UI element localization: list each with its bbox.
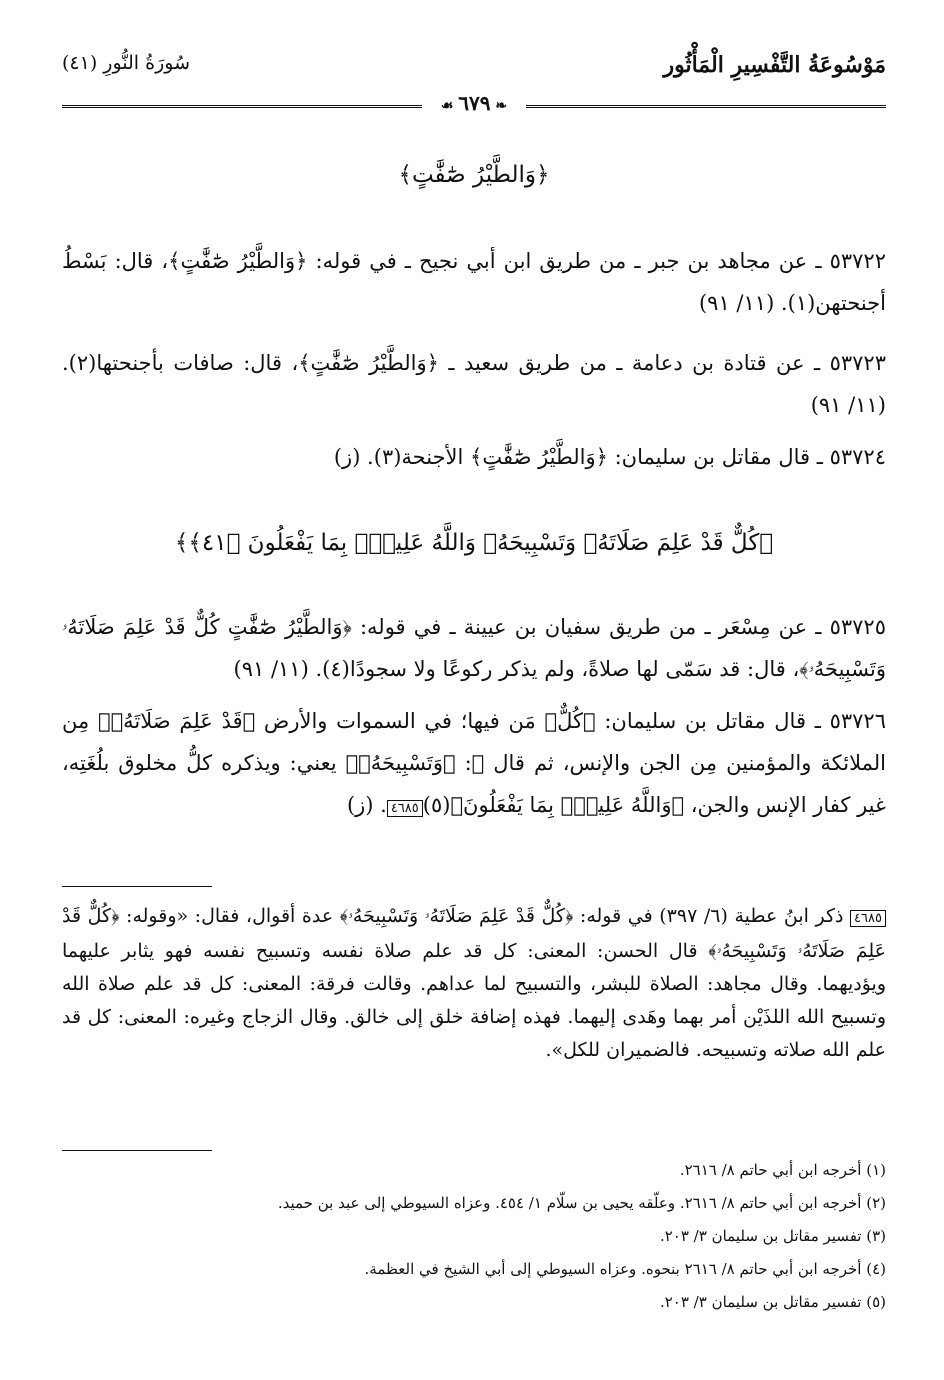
header-rule xyxy=(62,91,886,116)
footnote-separator xyxy=(62,1150,212,1151)
page-number-text: ٦٧٩ xyxy=(458,91,491,115)
commentary-text: ذكر ابنُ عطية (٦/ ٣٩٧) في قوله: ﴿كُلٌّ قَدْ عَلِمَ صَلَاتَهُۥ وَتَسْبِيحَهُۥ﴾ عدة أقوال، فقال: «وقوله: ﴿كُلٌّ قَدْ عَلِمَ صَلَاتَهُۥ وَتَسْبِيحَهُۥ﴾ قال الحسن: المعنى: كل قد علم صلاة نفسه وتسبيح نفسه فهو يثابر عليهما ويؤديهما. وقال مجاهد: الصلاة للبشر، والتسبيح لما عداهم. وقالت فرقة: المعنى: كل قد علم صلاة الله وتسبيح الله اللذَيْن أمر بهما وهَدى إليهما. فهذه إضافة خلق إلى خالق. وقال الزجاج وغيره: المعنى: كل قد علم الله صلاته وتسبيحه. فالضميران للكل». xyxy=(62,905,886,1061)
page-header xyxy=(62,52,886,86)
page xyxy=(62,52,886,115)
footnote-4: (٤) أخرجه ابن أبي حاتم ٨/ ٢٦١٦ بنحوه. وعزاه السيوطي إلى أبي الشيخ في العظمة. xyxy=(364,1260,886,1278)
footnote-3: (٣) تفسير مقاتل بن سليمان ٣/ ٢٠٣. xyxy=(659,1227,886,1245)
narration-53723: ٥٣٧٢٣ ـ عن قتادة بن دعامة ـ من طريق سعيد ـ ﴿وَالطَّيْرُ صَٰٓفَّٰتٍ﴾، قال: صافات بأجنحتها(٢). (١١/ ٩١) xyxy=(62,351,886,417)
page-number xyxy=(441,91,507,115)
narration-53726 xyxy=(62,700,886,830)
narration-53725: ٥٣٧٢٥ ـ عن مِسْعَر ـ من طريق سفيان بن عيينة ـ في قوله: ﴿وَالطَّيْرُ صَٰٓفَّٰتٍ كُلٌّ قَدْ عَلِمَ صَلَاتَهُۥ وَتَسْبِيحَهُۥ﴾، قال: قد سَمّى لها صلاةً، ولم يذكر ركوعًا ولا سجودًا(٤). (١١/ ٩١) xyxy=(62,615,886,681)
footnote-2: (٢) أخرجه ابن أبي حاتم ٨/ ٢٦١٦. وعلّقه يحيى بن سلّام ١/ ٤٥٤. وعزاه السيوطي إلى عبد بن حميد. xyxy=(277,1194,886,1212)
header-rule-left xyxy=(62,105,422,108)
narration-53724: ٥٣٧٢٤ ـ قال مقاتل بن سليمان: ﴿وَالطَّيْرُ صَٰٓفَّٰتٍ﴾ الأجنحة(٣). (ز) xyxy=(333,445,886,469)
book-title: مَوْسُوعَةُ التَّفْسِيرِ الْمَأْثُور xyxy=(663,52,886,78)
commentary-number: ٤٦٨٥ xyxy=(850,910,886,927)
narration-53722: ٥٣٧٢٢ ـ عن مجاهد بن جبر ـ من طريق ابن أبي نجيح ـ في قوله: ﴿وَالطَّيْرُ صَٰٓفَّٰتٍ﴾، قال: بَسْطُ أجنحتهن(١). (١١/ ٩١) xyxy=(62,249,886,315)
surah-title: سُورَةُ النُّورِ (٤١) xyxy=(62,52,190,74)
narration-53726-text: ٥٣٧٢٦ ـ قال مقاتل بن سليمان: ﴿كُلٌّ﴾ مَن فيها؛ في السموات والأرض ﴿قَدْ عَلِمَ صَلَاتَهُۥ﴾ مِن الملائكة والمؤمنين مِن الجن والإنس، ثم قال ﷻ: ﴿وَتَسْبِيحَهُۥ﴾ يعني: ويذكره كلُّ مخلوق بلُغَتِه، غير كفار الإنس والجن، ﴿وَاللَّهُ عَلِيمٌۢ بِمَا يَفْعَلُونَ﴾(٥) xyxy=(62,709,886,817)
commentary-marker: ٤٦٨٥ xyxy=(387,800,423,817)
ornament-icon: ❧ xyxy=(490,98,508,114)
commentary xyxy=(62,900,886,1067)
footnote-5: (٥) تفسير مقاتل بن سليمان ٣/ ٢٠٣. xyxy=(659,1293,886,1311)
footnote-1: (١) أخرجه ابن أبي حاتم ٨/ ٢٦١٦. xyxy=(679,1161,886,1179)
verse-heading-2: ﴿كُلٌّ قَدْ عَلِمَ صَلَاتَهُۥ وَتَسْبِيحَهُۥ وَاللَّهُ عَلِيمٌۢ بِمَا يَفْعَلُونَ ﴿٤١﴾﴾ xyxy=(174,530,774,556)
narration-53726-end: . (ز) xyxy=(346,793,387,817)
commentary-separator xyxy=(62,886,212,887)
verse-heading-1: ﴿وَالطَّيْرُ صَٰٓفَّٰتٍ﴾ xyxy=(398,162,550,188)
ornament-icon: ☙ xyxy=(440,98,459,114)
header-rule-right xyxy=(526,105,886,108)
